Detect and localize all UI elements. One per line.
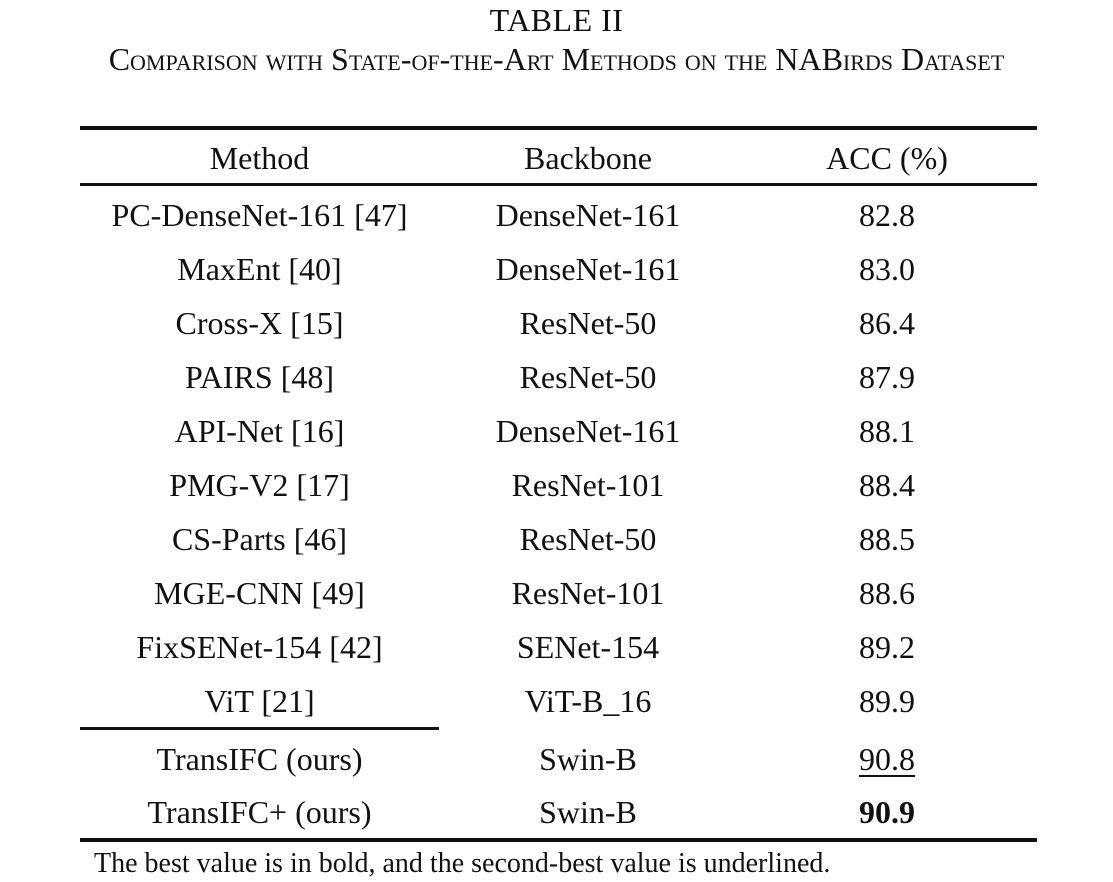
backbone-cell: ResNet-101 bbox=[511, 467, 665, 503]
bottom-rule bbox=[80, 838, 1037, 842]
acc-cell: 88.6 bbox=[859, 575, 915, 611]
backbone-cell: DenseNet-161 bbox=[495, 251, 681, 287]
method-cell: ViT [21] bbox=[204, 683, 315, 719]
backbone-cell: ResNet-50 bbox=[519, 521, 657, 557]
method-cell: PAIRS [48] bbox=[184, 359, 335, 395]
acc-value-underlined: 90.8 bbox=[859, 741, 915, 777]
header-backbone: Backbone bbox=[524, 140, 652, 176]
backbone-cell: Swin-B bbox=[539, 741, 637, 777]
top-rule bbox=[80, 126, 1037, 130]
table-footnote: The best value is in bold, and the second-best value is underlined. bbox=[94, 848, 831, 879]
method-cell: TransIFC+ (ours) bbox=[147, 794, 372, 830]
header-method: Method bbox=[209, 140, 310, 176]
backbone-cell: Swin-B bbox=[539, 794, 637, 830]
method-cell: MGE-CNN [49] bbox=[154, 575, 365, 611]
ours-separator-rule bbox=[80, 727, 439, 730]
acc-cell: 87.9 bbox=[859, 359, 915, 395]
table-caption: Comparison with State-of-the-Art Methods on the NABirds Dataset bbox=[108, 41, 1005, 77]
acc-cell-best: 90.9 bbox=[859, 794, 915, 830]
acc-cell: 88.5 bbox=[859, 521, 915, 557]
backbone-cell: ViT-B_16 bbox=[524, 683, 652, 719]
method-cell: PC-DenseNet-161 [47] bbox=[111, 197, 408, 233]
header-rule bbox=[80, 183, 1037, 186]
acc-cell: 88.1 bbox=[859, 413, 915, 449]
backbone-cell: DenseNet-161 bbox=[495, 413, 681, 449]
backbone-cell: ResNet-50 bbox=[519, 359, 657, 395]
acc-cell: 83.0 bbox=[859, 251, 915, 287]
acc-cell-second-best bbox=[737, 739, 1037, 779]
backbone-cell: DenseNet-161 bbox=[495, 197, 681, 233]
method-cell: CS-Parts [46] bbox=[171, 521, 348, 557]
acc-cell: 89.2 bbox=[859, 629, 915, 665]
method-cell: FixSENet-154 [42] bbox=[136, 629, 383, 665]
method-cell: Cross-X [15] bbox=[175, 305, 344, 341]
header-acc: ACC (%) bbox=[826, 140, 948, 176]
acc-cell: 82.8 bbox=[859, 197, 915, 233]
table-label: TABLE II bbox=[489, 2, 624, 38]
method-cell: PMG-V2 [17] bbox=[169, 467, 350, 503]
acc-cell: 86.4 bbox=[859, 305, 915, 341]
backbone-cell: SENet-154 bbox=[516, 629, 660, 665]
method-cell: API-Net [16] bbox=[174, 413, 345, 449]
backbone-cell: ResNet-50 bbox=[519, 305, 657, 341]
acc-cell: 89.9 bbox=[859, 683, 915, 719]
backbone-cell: ResNet-101 bbox=[511, 575, 665, 611]
acc-cell: 88.4 bbox=[859, 467, 915, 503]
method-cell: MaxEnt [40] bbox=[177, 251, 342, 287]
method-cell: TransIFC (ours) bbox=[156, 741, 363, 777]
